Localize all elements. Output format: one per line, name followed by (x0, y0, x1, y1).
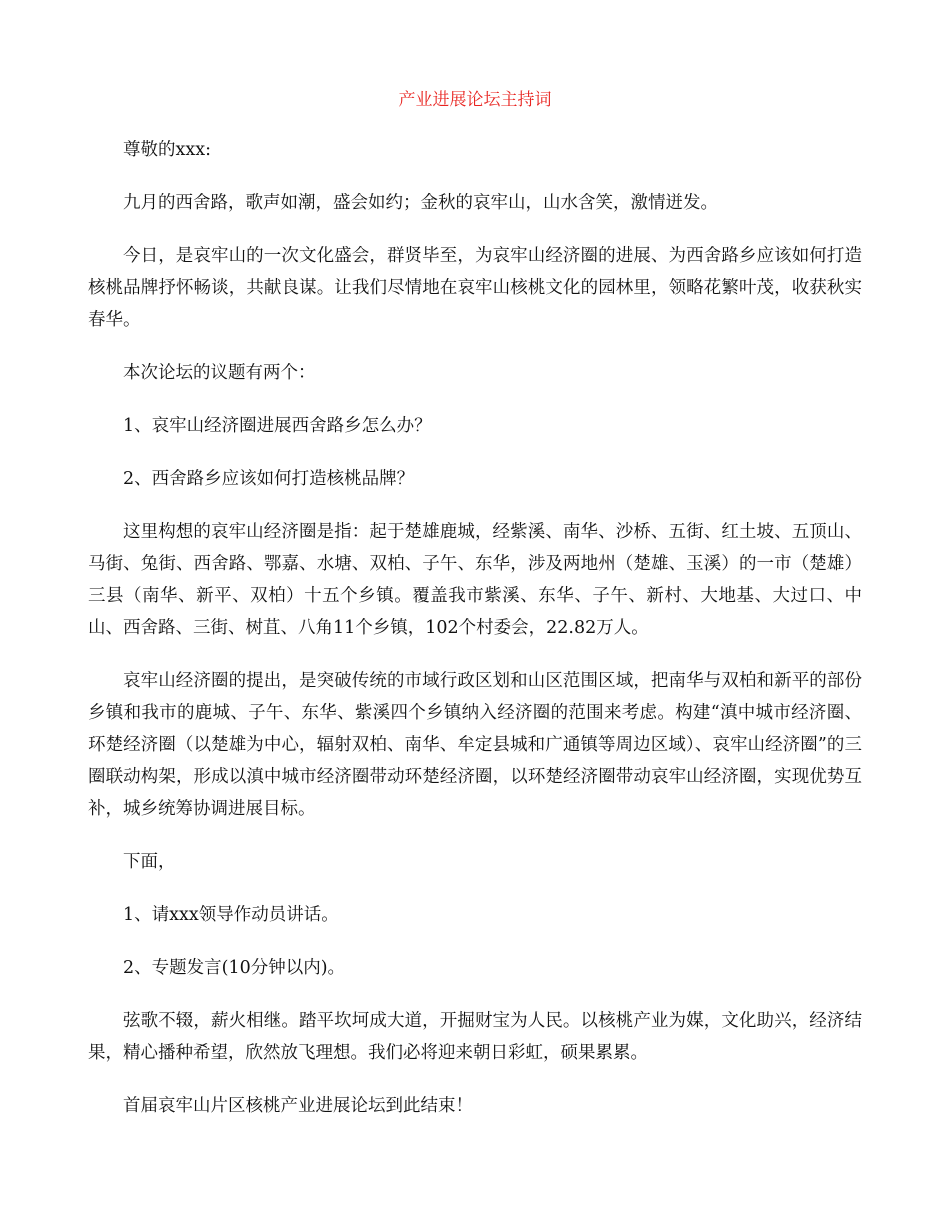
topic-item-1: 1、哀牢山经济圈进展西舍路乡怎么办？ (123, 416, 432, 436)
document-title: 产业进展论坛主持词 (398, 90, 552, 110)
topic-item-2: 2、西舍路乡应该如何打造核桃品牌？ (123, 469, 415, 489)
agenda-item-2: 2、专题发言(10分钟以内)。 (123, 958, 346, 978)
salutation: 尊敬的xxx: (123, 140, 212, 160)
economic-circle-definition-paragraph: 这里构想的哀牢山经济圈是指：起于楚雄鹿城，经紫溪、南华、沙桥、五街、红土坡、五顶山、马街、兔街、西舍路、鄂嘉、水塘、双柏、子午、东华，涉及两地州（楚雄、玉溪）的一市（楚雄）三县（南华、新平、双柏）十五个乡镇。覆盖我市紫溪、东华、子午、新村、大地基、大过口、中山、西舍路、三街、树苴、八角11个乡镇，102个村委会，22.82万人。 (88, 522, 862, 638)
agenda-heading: 下面， (123, 852, 176, 872)
economic-circle-proposal-paragraph: 哀牢山经济圈的提出，是突破传统的市域行政区划和山区范围区域，把南华与双柏和新平的部份乡镇和我市的鹿城、子午、东华、紫溪四个乡镇纳入经济圈的范围来考虑。构建“滇中城市经济圈、环楚经济圈（以楚雄为中心，辐射双柏、南华、牟定县城和广通镇等周边区域）、哀牢山经济圈”的三圈联动构架，形成以滇中城市经济圈带动环楚经济圈，以环楚经济圈带动哀牢山经济圈，实现优势互补，城乡统筹协调进展目标。 (88, 671, 862, 819)
topics-heading: 本次论坛的议题有两个： (123, 363, 316, 383)
closing-paragraph: 弦歌不辍，薪火相继。踏平坎坷成大道，开掘财宝为人民。以核桃产业为媒，文化助兴，经济结果，精心播种希望，欣然放飞理想。我们必将迎来朝日彩虹，硕果累累。 (88, 1011, 862, 1063)
opening-paragraph: 九月的西舍路，歌声如潮，盛会如约；金秋的哀牢山，山水含笑，激情迸发。 (123, 193, 718, 213)
closing-statement: 首届哀牢山片区核桃产业进展论坛到此结束！ (123, 1096, 473, 1116)
introduction-paragraph: 今日，是哀牢山的一次文化盛会，群贤毕至，为哀牢山经济圈的进展、为西舍路乡应该如何打造核桃品牌抒怀畅谈，共献良谋。让我们尽情地在哀牢山核桃文化的园林里，领略花繁叶茂，收获秋实春华。 (88, 246, 862, 330)
agenda-item-1: 1、请xxx领导作动员讲话。 (123, 905, 339, 925)
